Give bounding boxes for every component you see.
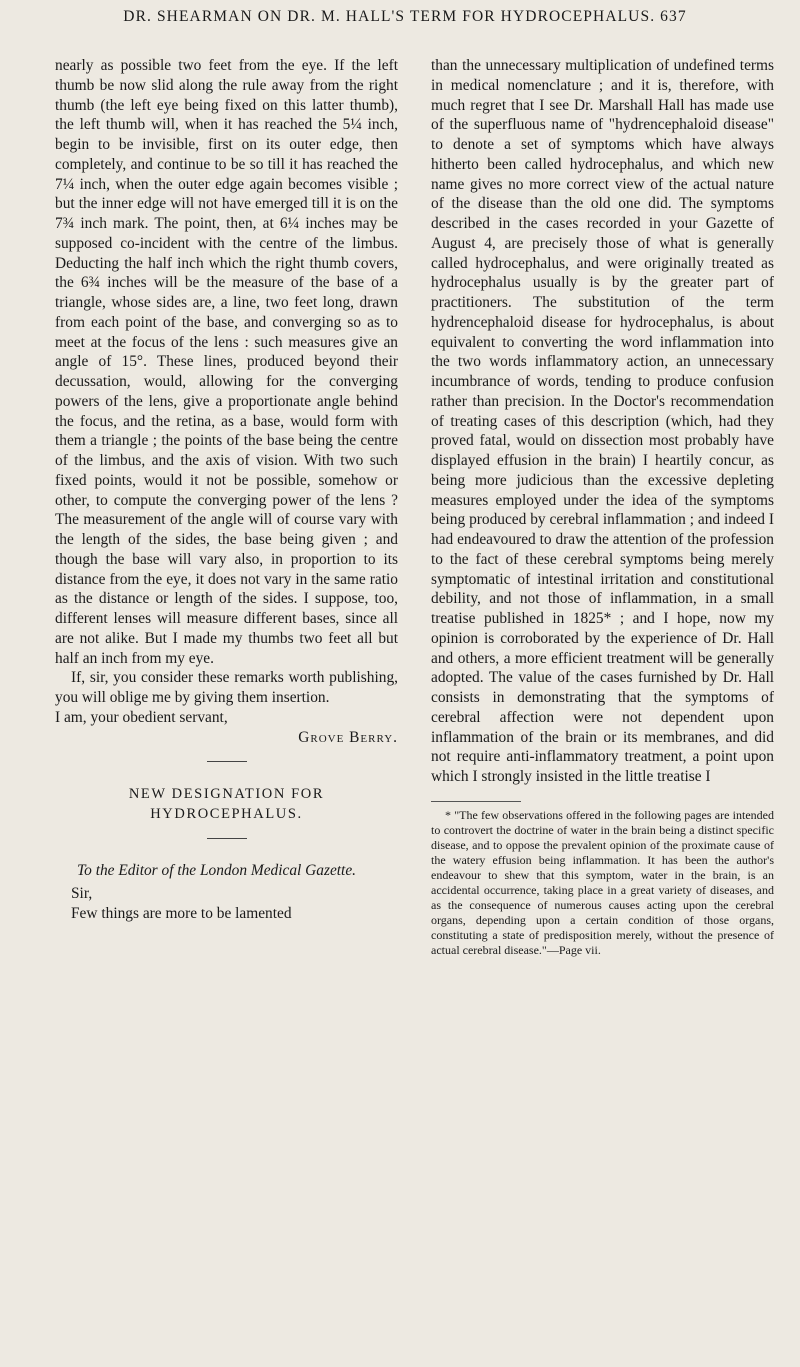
letter-signature: Grove Berry.: [298, 728, 398, 746]
letter-signoff: I am, your obedient servant,: [55, 708, 228, 726]
letter-body: than the unnecessary multiplication of undefined terms in medical nomenclature ; and it is, therefore, with much regret that I see Dr. Marshall Hall has made use of the superfluous name of "hydrencephaloid disease" to denote a set of symptoms which have always hitherto been called hydrocephalus, and which new name gives no more correct view of the actual nature of the disease than the old one did. The symptoms described in the cases recorded in your Gazette of August 4, are precisely those of what is generally called hydrocephalus, and were originally treated as hydrocephalus usually is by the greater part of practitioners. The substitution of the term hydrencephaloid disease for hydrocephalus, is about equivalent to converting the word inflammation into the two words inflammatory action, an unnecessary incumbrance of words, tending to produce confusion rather than precision. In the Doctor's recommendation of treating cases of this description (which, had they proved fatal, would on dissection most probably have displayed effusion in the brain) I heartily concur, as being more judicious than the excessive depleting measures employed under the idea of the symptoms being produced by cerebral inflammation ; and indeed I had endeavoured to draw the attention of the profession to the fact of these cerebral symptoms being merely symptomatic of intestinal irritation and constitutional debility, and not those of inflammation, in a small treatise published in 1825* ; and I hope, now my opinion is corroborated by the experience of Dr. Hall and others, a more efficient treatment will be generally adopted. The value of the cases furnished by Dr. Hall consists in demonstrating that the symptoms of cerebral affection were not dependent upon inflammation of the brain or its membranes, and did not require anti-inflammatory treatment, a point upon which I strongly insisted in the little treatise I: [431, 57, 774, 785]
article-title: NEW DESIGNATION FOR HYDROCEPHALUS.: [128, 786, 325, 823]
footnote-text: * "The few observations offered in the following pages are intended to controvert the doctrine of water in the brain being a distinct specific disease, and to oppose the prevalent opinion of the proximate cause of the watery effusion being inflammation. It has been the author's endeavour to shew that this symptom, water in the brain, is an accidental occurrence, taking place in a great variety of diseases, and as the consequence of numerous causes acting upon the cerebral organs, depending upon a certain condition of those organs, constituting a state of predisposition merely, without the presence of actual cerebral disease."—Page vii.: [431, 807, 774, 957]
section-divider: [207, 761, 247, 762]
right-column: [431, 56, 774, 958]
closing-paragraph: If, sir, you consider these remarks worth publishing, you will oblige me by giving them insertion.: [55, 669, 398, 706]
title-divider: [207, 838, 247, 839]
left-column: [55, 56, 398, 924]
footnote-divider: [431, 801, 521, 802]
letter-addressee: To the Editor of the London Medical Gazette.: [77, 862, 357, 880]
letter-salutation: Sir,: [71, 885, 93, 902]
footnote: [431, 808, 774, 958]
continued-paragraph: nearly as possible two feet from the eye. If the left thumb be now slid along the rule away from the right thumb (the left eye being fixed on this latter thumb), the left thumb will, when it has reached the 5¼ inch, begin to be invisible, first on its outer edge, then completely, and continue to be so till it has reached the 7¼ inch, when the outer edge again becomes visible ; but the inner edge will not have emerged till it is on the 7¾ inch mark. The point, then, at 6¼ inches may be supposed co-incident with the centre of the limbus. Deducting the half inch which the right thumb covers, the 6¾ inches will be the measure of the base of a triangle, whose sides are, a line, two feet long, drawn from each point of the base, and converging so as to meet at the focus of the lens : such measures give an angle of 15°. These lines, produced beyond their decussation, would, allowing for the converging powers of the lens, give a proportionate angle behind the focus, and the retina, as a base, would form with them a triangle ; the points of the base being the centre of the limbus, and the axis of vision. With two such fixed points, would it not be possible, somehow or other, to compute the converging power of the lens ? The measurement of the angle will of course vary with the length of the sides, the base being given ; and though the base will vary also, in proportion to its distance from the eye, it does not vary in the same ratio as the distance or length of the sides. I suppose, too, different lenses will measure different bases, since all are not alike. But I made my thumbs two feet all but half an inch from my eye.: [55, 57, 398, 667]
running-head: DR. SHEARMAN ON DR. M. HALL'S TERM FOR HYDROCEPHALUS. 637: [123, 8, 687, 25]
letter-opening: Few things are more to be lamented: [71, 904, 292, 922]
